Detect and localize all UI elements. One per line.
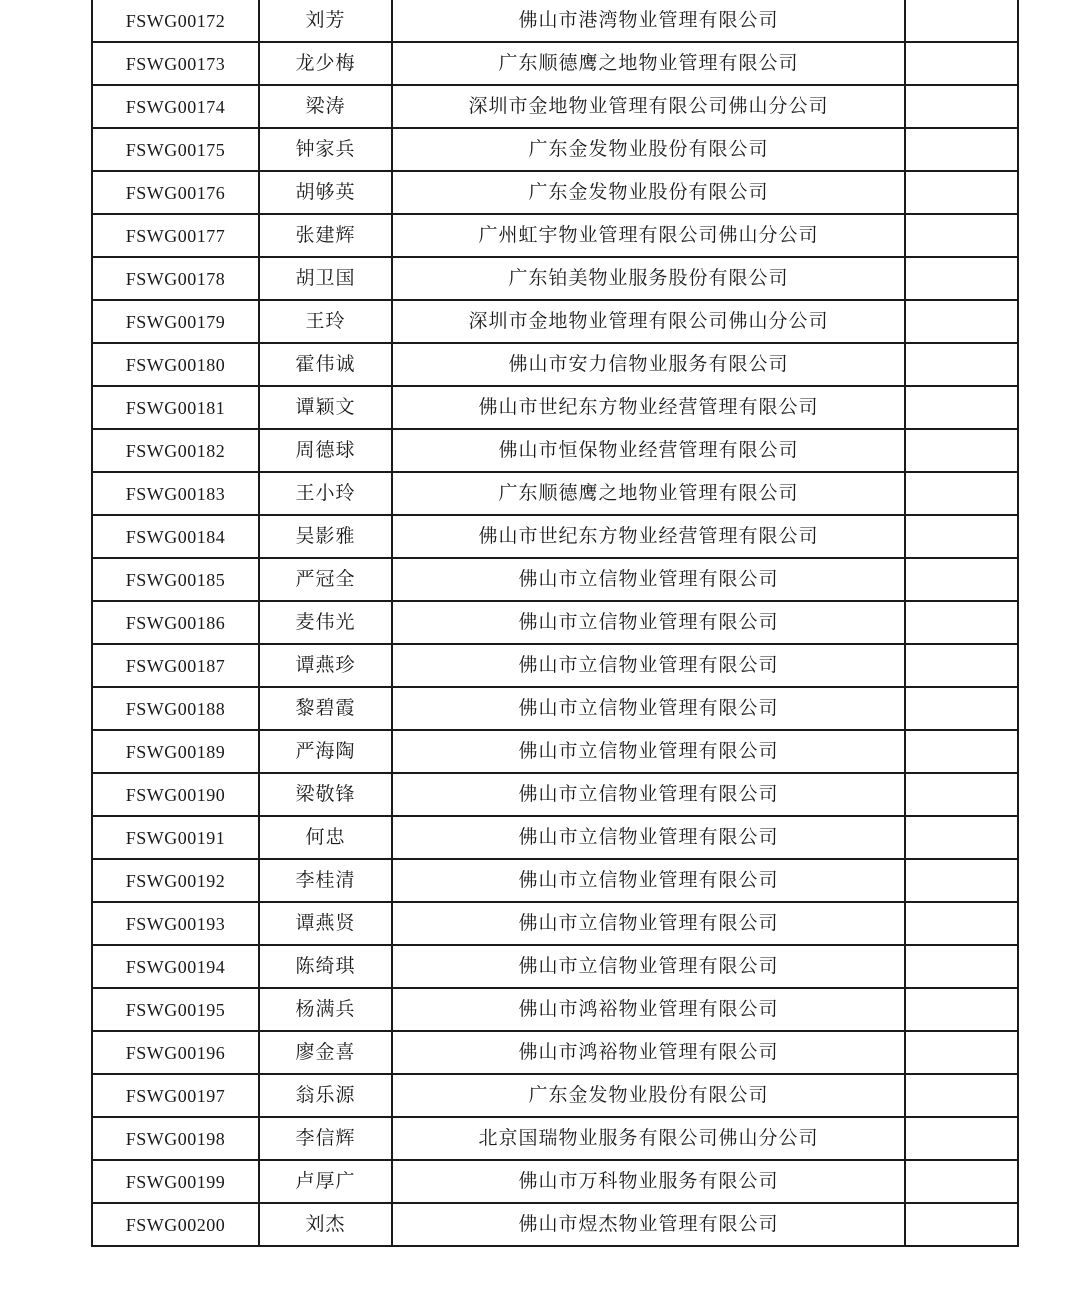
person-name-cell: 梁涛: [259, 85, 392, 128]
certificate-number-cell: FSWG00174: [92, 85, 259, 128]
certificate-number-cell: FSWG00197: [92, 1074, 259, 1117]
company-name-cell: 佛山市立信物业管理有限公司: [392, 816, 905, 859]
table-row: [92, 1074, 1018, 1117]
company-name-cell: 佛山市港湾物业管理有限公司: [392, 0, 905, 42]
registration-table: [91, 0, 1019, 1247]
remark-cell: [905, 515, 1018, 558]
person-name-cell: 谭燕珍: [259, 644, 392, 687]
certificate-number-cell: FSWG00172: [92, 0, 259, 42]
table-row: [92, 171, 1018, 214]
person-name-cell: 王玲: [259, 300, 392, 343]
remark-cell: [905, 816, 1018, 859]
table-row: [92, 1117, 1018, 1160]
certificate-number-cell: FSWG00193: [92, 902, 259, 945]
person-name-cell: 陈绮琪: [259, 945, 392, 988]
person-name-cell: 霍伟诚: [259, 343, 392, 386]
remark-cell: [905, 773, 1018, 816]
remark-cell: [905, 171, 1018, 214]
table-row: [92, 816, 1018, 859]
table-row: [92, 773, 1018, 816]
company-name-cell: 佛山市安力信物业服务有限公司: [392, 343, 905, 386]
company-name-cell: 北京国瑞物业服务有限公司佛山分公司: [392, 1117, 905, 1160]
person-name-cell: 胡够英: [259, 171, 392, 214]
person-name-cell: 龙少梅: [259, 42, 392, 85]
remark-cell: [905, 42, 1018, 85]
certificate-number-cell: FSWG00173: [92, 42, 259, 85]
certificate-number-cell: FSWG00191: [92, 816, 259, 859]
company-name-cell: 佛山市立信物业管理有限公司: [392, 558, 905, 601]
company-name-cell: 佛山市立信物业管理有限公司: [392, 945, 905, 988]
remark-cell: [905, 257, 1018, 300]
person-name-cell: 梁敬锋: [259, 773, 392, 816]
person-name-cell: 周德球: [259, 429, 392, 472]
person-name-cell: 李桂清: [259, 859, 392, 902]
person-name-cell: 李信辉: [259, 1117, 392, 1160]
person-name-cell: 钟家兵: [259, 128, 392, 171]
company-name-cell: 深圳市金地物业管理有限公司佛山分公司: [392, 85, 905, 128]
remark-cell: [905, 0, 1018, 42]
certificate-number-cell: FSWG00177: [92, 214, 259, 257]
table-row: [92, 128, 1018, 171]
company-name-cell: 佛山市世纪东方物业经营管理有限公司: [392, 386, 905, 429]
certificate-number-cell: FSWG00176: [92, 171, 259, 214]
table-row: [92, 257, 1018, 300]
certificate-number-cell: FSWG00190: [92, 773, 259, 816]
remark-cell: [905, 1203, 1018, 1246]
person-name-cell: 张建辉: [259, 214, 392, 257]
certificate-number-cell: FSWG00180: [92, 343, 259, 386]
remark-cell: [905, 945, 1018, 988]
certificate-number-cell: FSWG00194: [92, 945, 259, 988]
remark-cell: [905, 601, 1018, 644]
person-name-cell: 卢厚广: [259, 1160, 392, 1203]
person-name-cell: 刘杰: [259, 1203, 392, 1246]
table-row: [92, 472, 1018, 515]
person-name-cell: 何忠: [259, 816, 392, 859]
certificate-number-cell: FSWG00188: [92, 687, 259, 730]
company-name-cell: 佛山市鸿裕物业管理有限公司: [392, 988, 905, 1031]
certificate-number-cell: FSWG00182: [92, 429, 259, 472]
person-name-cell: 翁乐源: [259, 1074, 392, 1117]
remark-cell: [905, 902, 1018, 945]
remark-cell: [905, 1074, 1018, 1117]
table-row: [92, 1160, 1018, 1203]
remark-cell: [905, 429, 1018, 472]
certificate-number-cell: FSWG00192: [92, 859, 259, 902]
certificate-number-cell: FSWG00185: [92, 558, 259, 601]
certificate-number-cell: FSWG00187: [92, 644, 259, 687]
company-name-cell: 佛山市立信物业管理有限公司: [392, 687, 905, 730]
table-row: [92, 601, 1018, 644]
person-name-cell: 胡卫国: [259, 257, 392, 300]
table-row: [92, 343, 1018, 386]
table-row: [92, 85, 1018, 128]
table-body: [92, 0, 1018, 1246]
person-name-cell: 黎碧霞: [259, 687, 392, 730]
table-row: [92, 1031, 1018, 1074]
table-row: [92, 988, 1018, 1031]
remark-cell: [905, 988, 1018, 1031]
company-name-cell: 佛山市立信物业管理有限公司: [392, 859, 905, 902]
person-name-cell: 吴影雅: [259, 515, 392, 558]
remark-cell: [905, 730, 1018, 773]
remark-cell: [905, 472, 1018, 515]
company-name-cell: 佛山市煜杰物业管理有限公司: [392, 1203, 905, 1246]
remark-cell: [905, 300, 1018, 343]
certificate-number-cell: FSWG00200: [92, 1203, 259, 1246]
table-row: [92, 42, 1018, 85]
company-name-cell: 广东顺德鹰之地物业管理有限公司: [392, 42, 905, 85]
company-name-cell: 佛山市鸿裕物业管理有限公司: [392, 1031, 905, 1074]
table-row: [92, 558, 1018, 601]
certificate-number-cell: FSWG00189: [92, 730, 259, 773]
person-name-cell: 谭燕贤: [259, 902, 392, 945]
company-name-cell: 佛山市世纪东方物业经营管理有限公司: [392, 515, 905, 558]
company-name-cell: 广东金发物业股份有限公司: [392, 171, 905, 214]
person-name-cell: 杨满兵: [259, 988, 392, 1031]
table-row: [92, 429, 1018, 472]
remark-cell: [905, 214, 1018, 257]
remark-cell: [905, 343, 1018, 386]
person-name-cell: 麦伟光: [259, 601, 392, 644]
remark-cell: [905, 687, 1018, 730]
company-name-cell: 佛山市立信物业管理有限公司: [392, 644, 905, 687]
remark-cell: [905, 386, 1018, 429]
remark-cell: [905, 85, 1018, 128]
company-name-cell: 广东顺德鹰之地物业管理有限公司: [392, 472, 905, 515]
person-name-cell: 谭颖文: [259, 386, 392, 429]
certificate-number-cell: FSWG00181: [92, 386, 259, 429]
person-name-cell: 严冠全: [259, 558, 392, 601]
company-name-cell: 广东金发物业股份有限公司: [392, 1074, 905, 1117]
table-row: [92, 902, 1018, 945]
table-row: [92, 859, 1018, 902]
table-row: [92, 687, 1018, 730]
certificate-number-cell: FSWG00183: [92, 472, 259, 515]
table-row: [92, 644, 1018, 687]
table-row: [92, 730, 1018, 773]
company-name-cell: 佛山市万科物业服务有限公司: [392, 1160, 905, 1203]
certificate-number-cell: FSWG00175: [92, 128, 259, 171]
remark-cell: [905, 859, 1018, 902]
remark-cell: [905, 128, 1018, 171]
company-name-cell: 广东金发物业股份有限公司: [392, 128, 905, 171]
remark-cell: [905, 1117, 1018, 1160]
company-name-cell: 广州虹宇物业管理有限公司佛山分公司: [392, 214, 905, 257]
company-name-cell: 广东铂美物业服务股份有限公司: [392, 257, 905, 300]
company-name-cell: 深圳市金地物业管理有限公司佛山分公司: [392, 300, 905, 343]
certificate-number-cell: FSWG00195: [92, 988, 259, 1031]
table-row: [92, 214, 1018, 257]
certificate-number-cell: FSWG00199: [92, 1160, 259, 1203]
company-name-cell: 佛山市立信物业管理有限公司: [392, 773, 905, 816]
certificate-number-cell: FSWG00178: [92, 257, 259, 300]
certificate-number-cell: FSWG00196: [92, 1031, 259, 1074]
table-row: [92, 1203, 1018, 1246]
company-name-cell: 佛山市立信物业管理有限公司: [392, 902, 905, 945]
remark-cell: [905, 1031, 1018, 1074]
certificate-number-cell: FSWG00186: [92, 601, 259, 644]
certificate-number-cell: FSWG00198: [92, 1117, 259, 1160]
certificate-number-cell: FSWG00179: [92, 300, 259, 343]
person-name-cell: 王小玲: [259, 472, 392, 515]
person-name-cell: 严海陶: [259, 730, 392, 773]
table-row: [92, 515, 1018, 558]
company-name-cell: 佛山市恒保物业经营管理有限公司: [392, 429, 905, 472]
remark-cell: [905, 558, 1018, 601]
person-name-cell: 廖金喜: [259, 1031, 392, 1074]
company-name-cell: 佛山市立信物业管理有限公司: [392, 730, 905, 773]
table-row: [92, 945, 1018, 988]
table-row: [92, 300, 1018, 343]
table-row: [92, 386, 1018, 429]
remark-cell: [905, 644, 1018, 687]
certificate-number-cell: FSWG00184: [92, 515, 259, 558]
company-name-cell: 佛山市立信物业管理有限公司: [392, 601, 905, 644]
remark-cell: [905, 1160, 1018, 1203]
table-row: [92, 0, 1018, 42]
person-name-cell: 刘芳: [259, 0, 392, 42]
registration-table-container: [91, 0, 1017, 1247]
